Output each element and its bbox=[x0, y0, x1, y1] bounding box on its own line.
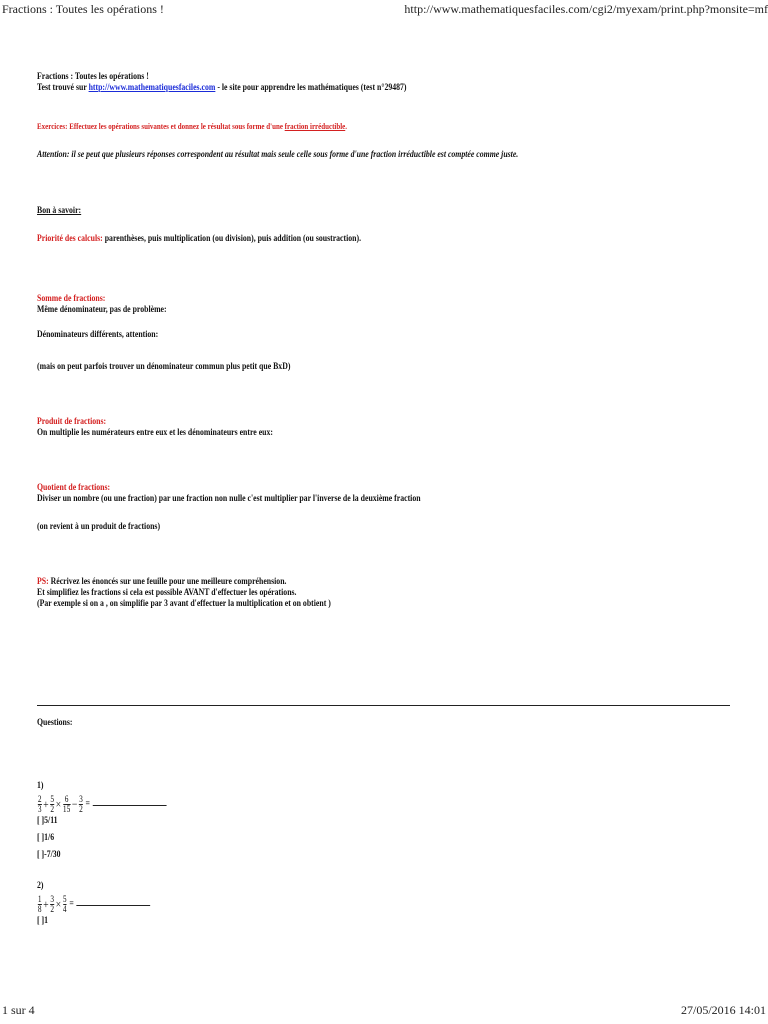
ps-line-2: Et simplifiez les fractions si cela est possible AVANT d'effectuer les opérations. bbox=[37, 588, 297, 598]
site-link[interactable]: http://www.mathematiquesfaciles.com bbox=[88, 83, 216, 93]
exercise-instruction bbox=[37, 121, 611, 132]
produit-title: Produit de fractions: bbox=[37, 417, 107, 427]
answer-option[interactable]: [ ]1 bbox=[37, 916, 49, 926]
fraction: $\frac{3}{2}$ bbox=[79, 793, 83, 814]
print-footer-datetime: 27/05/2016 14:01 bbox=[680, 1003, 766, 1017]
quotient-line-1: Diviser un nombre (ou une fraction) par une fraction non nulle c'est multiplier par l'inverse de la deuxième fraction bbox=[37, 494, 421, 504]
somme-line-3: (mais on peut parfois trouver un dénominateur commun plus petit que BxD) bbox=[37, 362, 291, 372]
fraction: $\frac{3}{2}$ bbox=[50, 893, 55, 914]
question-number: 2) bbox=[37, 881, 44, 891]
fraction: $\frac{5}{4}$ bbox=[62, 893, 67, 914]
found-line bbox=[37, 83, 611, 94]
exercise-prefix: Exercices: Effectuez les opérations suivantes et donnez le résultat sous forme d'une bbox=[37, 121, 285, 131]
questions-heading: Questions: bbox=[37, 718, 73, 728]
question-number: 1) bbox=[37, 781, 44, 791]
fraction: $\frac{5}{2}$ bbox=[50, 793, 55, 814]
document-body bbox=[37, 72, 611, 610]
found-prefix: Test trouvé sur bbox=[37, 83, 89, 93]
answer-option[interactable]: [ ]5/11 bbox=[37, 816, 58, 826]
operator-plus: + bbox=[43, 797, 49, 811]
priorite-text: parenthèses, puis multiplication (ou division), puis addition (ou soustraction). bbox=[102, 234, 362, 244]
print-header-title: Fractions : Toutes les opérations ! bbox=[2, 2, 164, 16]
priorite-line bbox=[37, 234, 611, 245]
operator-minus: − bbox=[71, 797, 78, 811]
fraction-irreductible-link[interactable]: fraction irréductible bbox=[284, 121, 346, 131]
question-1 bbox=[37, 781, 611, 861]
ps-text-1: Récrivez les énoncés sur une feuille pour une meilleure compréhension. bbox=[48, 577, 287, 587]
somme-title: Somme de fractions: bbox=[37, 294, 106, 304]
operator-times: × bbox=[55, 897, 62, 911]
questions-section bbox=[37, 718, 611, 927]
attention-note: Attention: il se peut que plusieurs réponses correspondent au résultat mais seule celle sous forme d'une fraction irréductible est comptée comme juste. bbox=[37, 150, 519, 160]
question-expression bbox=[37, 892, 611, 916]
answer-blank[interactable] bbox=[76, 905, 150, 906]
somme-line-1: Même dénominateur, pas de problème: bbox=[37, 305, 167, 315]
answer-option[interactable]: [ ]-7/30 bbox=[37, 850, 61, 860]
horizontal-rule bbox=[37, 705, 730, 706]
operator-plus: + bbox=[43, 897, 49, 911]
doc-title: Fractions : Toutes les opérations ! bbox=[37, 72, 149, 82]
bon-a-savoir-heading: Bon à savoir: bbox=[37, 206, 82, 216]
fraction: $\frac{2}{3}$ bbox=[37, 793, 42, 814]
quotient-title: Quotient de fractions: bbox=[37, 483, 111, 493]
fraction: $\frac{6}{15}$ bbox=[62, 793, 71, 814]
equals-sign: = bbox=[85, 799, 91, 810]
print-header-url: http://www.mathematiquesfaciles.com/cgi2/myexam/print.php?monsite=mf bbox=[404, 2, 768, 16]
found-suffix: - le site pour apprendre les mathématiques (test n°29487) bbox=[215, 83, 407, 93]
priorite-label: Priorité des calculs: bbox=[37, 234, 103, 244]
ps-label: PS: bbox=[37, 577, 49, 587]
ps-line-1 bbox=[37, 577, 611, 588]
quotient-line-2: (on revient à un produit de fractions) bbox=[37, 522, 161, 532]
produit-line-1: On multiplie les numérateurs entre eux et les dénominateurs entre eux: bbox=[37, 428, 273, 438]
answer-option[interactable]: [ ]1/6 bbox=[37, 833, 55, 843]
equals-sign: = bbox=[69, 899, 74, 910]
answer-blank[interactable] bbox=[92, 805, 166, 806]
somme-line-2: Dénominateurs différents, attention: bbox=[37, 330, 159, 340]
ps-line-3: (Par exemple si on a , on simplifie par 3 avant d'effectuer la multiplication et on obtient ) bbox=[37, 599, 331, 609]
exercise-suffix: . bbox=[345, 121, 347, 131]
fraction: $\frac{1}{8}$ bbox=[37, 893, 42, 914]
print-footer-page: 1 sur 4 bbox=[2, 1003, 35, 1017]
question-expression bbox=[37, 792, 611, 816]
operator-times: × bbox=[55, 797, 62, 811]
question-2 bbox=[37, 881, 611, 927]
